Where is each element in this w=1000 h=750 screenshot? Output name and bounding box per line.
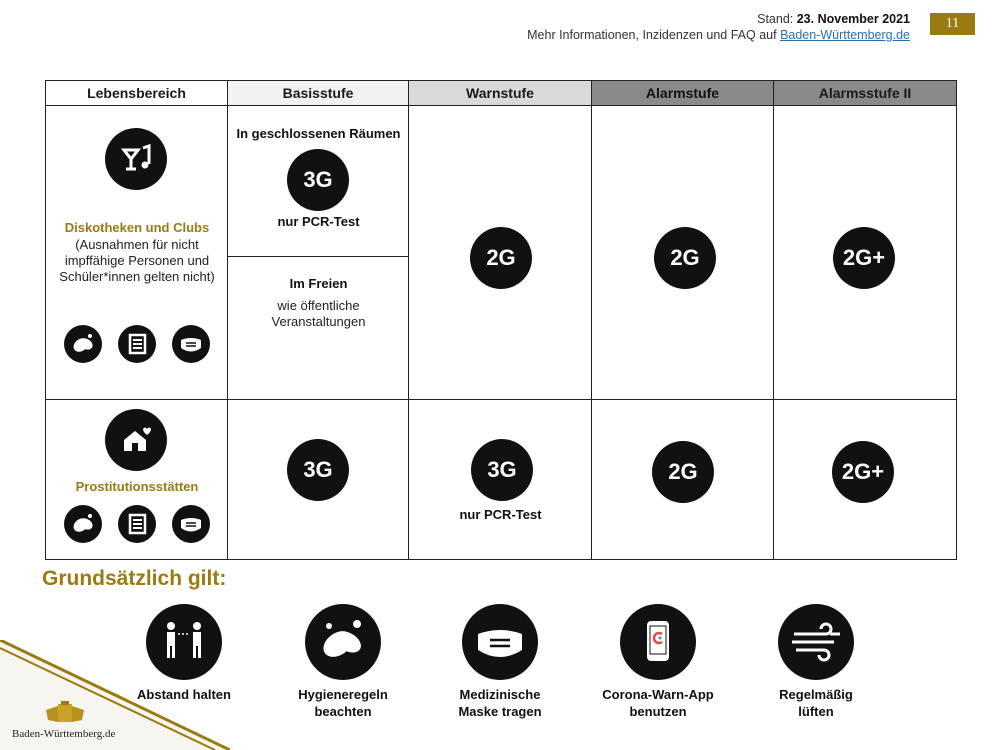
rule-label-maske: Medizinische Maske tragen (458, 687, 542, 719)
house-heart-icon (105, 409, 167, 471)
divider (773, 106, 774, 559)
mask-icon (462, 604, 538, 680)
page-number: 11 (930, 13, 975, 35)
coat-of-arms-icon (42, 700, 88, 726)
info-line: Mehr Informationen, Inzidenzen und FAQ auf Baden-Württemberg.de (527, 28, 910, 42)
rules-table (45, 80, 957, 560)
info-link[interactable]: Baden-Württemberg.de (780, 28, 910, 42)
hand-wash-icon (305, 604, 381, 680)
col-header-lebensbereich: Lebensbereich (46, 81, 228, 106)
rule-label-lueften: Regelmäßig lüften (779, 687, 853, 719)
col-header-warnstufe: Warnstufe (409, 81, 592, 106)
row-divider (46, 399, 956, 400)
badge-alarm2-clubs: 2G+ (833, 227, 895, 289)
col-header-alarmstufe: Alarmstufe (592, 81, 774, 106)
phone-app-icon (620, 604, 696, 680)
row-title-clubs: Diskotheken und Clubs (64, 220, 210, 235)
rule-label-app: Corona-Warn-App benutzen (602, 687, 714, 719)
badge-alarm-prostitution: 2G (652, 441, 714, 503)
basis-outside-label: Im Freien (289, 276, 348, 291)
mask-icon (172, 325, 210, 363)
document-icon (118, 505, 156, 543)
cell-divider (228, 256, 409, 257)
badge-warn-prostitution: 3G (471, 439, 533, 501)
cocktail-music-icon (105, 128, 167, 190)
col-header-basisstufe: Basisstufe (228, 81, 409, 106)
warn-note-prostitution: nur PCR-Test (459, 507, 542, 522)
wind-icon (778, 604, 854, 680)
badge-3g: 3G (287, 149, 349, 211)
document-icon (118, 325, 156, 363)
rule-label-abstand: Abstand halten (137, 687, 231, 702)
row-title-prostitution: Prostitutionsstätten (75, 479, 199, 494)
rule-label-hygiene: Hygieneregeln beachten (298, 687, 388, 719)
badge-alarm2-prostitution: 2G+ (832, 441, 894, 503)
section-title: Grundsätzlich gilt: (42, 567, 227, 590)
badge-warn-clubs: 2G (470, 227, 532, 289)
basis-inside-label: In geschlossenen Räumen (236, 126, 401, 141)
col-header-alarmstufe-2: Alarmsstufe II (774, 81, 956, 106)
basis-outside-note: wie öffentliche Veranstaltungen (271, 298, 366, 329)
badge-basis-prostitution: 3G (287, 439, 349, 501)
basis-inside-note: nur PCR-Test (277, 214, 360, 229)
page-header (527, 11, 910, 43)
divider (591, 106, 592, 559)
mask-icon (172, 505, 210, 543)
row-note-clubs: (Ausnahmen für nicht impffähige Personen und Schüler*innen gelten nicht) (59, 237, 215, 284)
stand-date: 23. November 2021 (796, 12, 910, 26)
badge-alarm-clubs: 2G (654, 227, 716, 289)
stand-line: Stand: 23. November 2021 (757, 12, 910, 26)
divider (408, 106, 409, 559)
hand-wash-icon (64, 505, 102, 543)
hand-wash-icon (64, 325, 102, 363)
footer-site: Baden-Württemberg.de (12, 728, 116, 740)
